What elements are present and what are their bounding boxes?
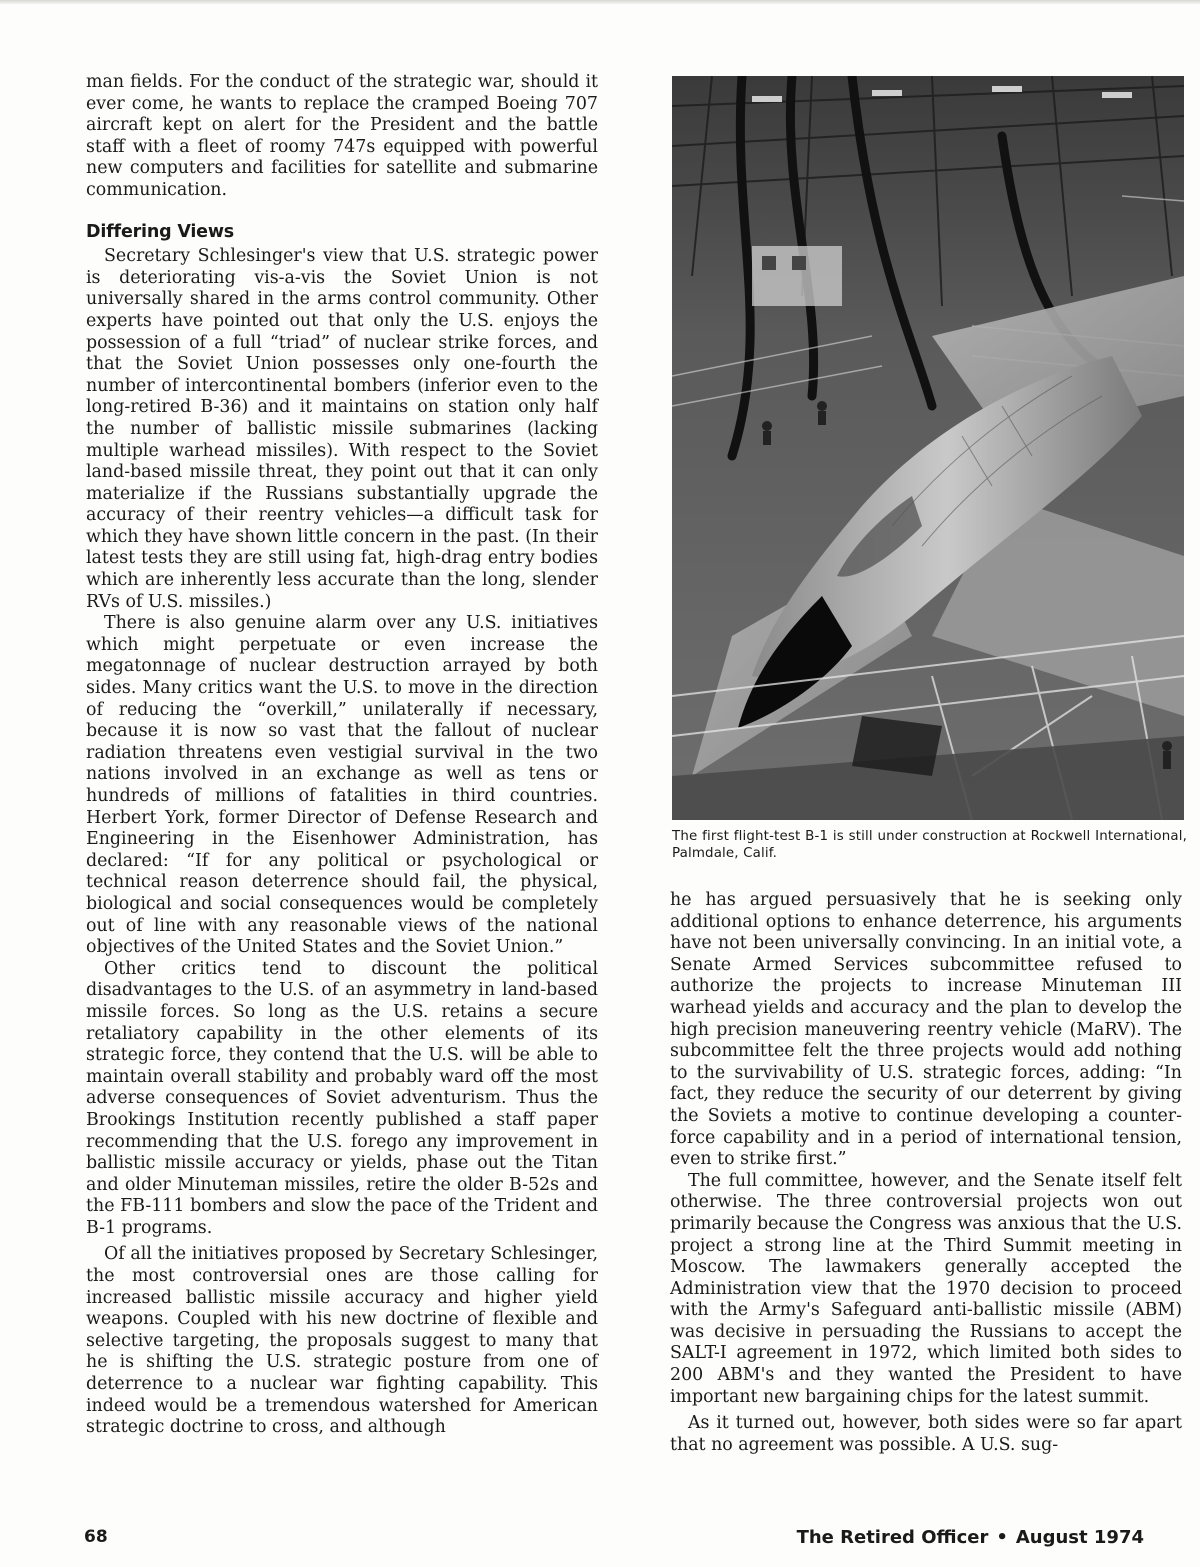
paragraph-continued: man fields. For the conduct of the strategic war, should it ever come, he wants to replace the cramped Boeing 707 aircraft kept on alert for the President and the battle staff with a fleet of roomy 747s equipped with powerful new computers and facilities for satellite and submarine communication. bbox=[86, 72, 598, 200]
right-column bbox=[670, 890, 1182, 1456]
publication-name: The Retired Officer bbox=[796, 1527, 989, 1548]
hangar-photo-illustration bbox=[672, 76, 1184, 820]
publication-footer bbox=[797, 1527, 1144, 1548]
paragraph: Secretary Schlesinger's view that U.S. strategic power is deteriorating vis-a-vis the Soviet Union is not universally shared in the arms control community. Other experts have pointed out that only the U.S. enjoys the possession of a full “triad” of nuclear strike forces, and that the Soviet Union possesses only one-fourth the number of intercontinental bombers (inferior even to the long-retired B-36) and it maintains on station only half the number of ballistic missile submarines (lacking multiple warhead missiles). With respect to the Soviet land-based missile threat, they point out that it can only materialize if the Russians substantially upgrade the accuracy of their reentry vehicles—a difficult task for which they have shown little concern in the past. (In their latest tests they are still using fat, high-drag entry bodies which are inherently less accurate than the long, slender RVs of U.S. missiles.) bbox=[86, 246, 598, 612]
photo-caption: The first flight-test B-1 is still under construction at Rockwell International, Palmdale, Calif. bbox=[672, 829, 1187, 861]
page-number: 68 bbox=[84, 1527, 108, 1547]
paragraph-continued: he has argued persuasively that he is seeking only additional options to enhance deterrence, his arguments have not been universally convincing. In an initial vote, a Senate Armed Services subcommittee refused to authorize the projects to increase Minuteman III warhead yields and accuracy and the plan to develop the high precision maneuvering reentry vehicle (MaRV). The subcommittee felt the three projects would add nothing to the survivability of U.S. strategic forces, adding: “In fact, they reduce the security of our deterrent by giving the Soviets a motive to continue developing a counter-force capability and in a period of international tension, even to strike first.” bbox=[670, 890, 1182, 1170]
section-subhead: Differing Views bbox=[86, 221, 235, 242]
left-column bbox=[86, 72, 598, 1439]
b1-photograph bbox=[672, 76, 1184, 820]
top-edge bbox=[0, 0, 1200, 4]
paragraph: Of all the initiatives proposed by Secretary Schlesinger, the most controversial ones are those calling for increased ballistic missile accuracy and higher yield weapons. Coupled with his new doctrine of flexible and selective targeting, the proposals suggest to many that he is shifting the U.S. strategic posture from one of deterrence to a nuclear war fighting capability. This indeed would be a tremendous watershed for American strategic doctrine to cross, and although bbox=[86, 1244, 598, 1438]
bullet-separator: • bbox=[996, 1527, 1008, 1548]
paragraph: There is also genuine alarm over any U.S. initiatives which might perpetuate or even increase the megatonnage of nuclear destruction arrayed by both sides. Many critics want the U.S. to move in the direction of reducing the “overkill,” unilaterally if necessary, because it is now so vast that the fallout of nuclear radiation threatens even vestigial survival in the two nations involved in an exchange as well as tens or hundreds of millions of fatalities in third countries. Herbert York, former Director of Defense Research and Engineering in the Eisenhower Administration, has declared: “If for any political or psychological or technical reason deterrence should fail, the physical, biological and social consequences would be completely out of line with any reasonable views of the national objectives of the United States and the Soviet Union.” bbox=[86, 613, 598, 958]
paragraph: The full committee, however, and the Senate itself felt otherwise. The three controversial projects won out primarily because the Congress was anxious that the U.S. project a strong line at the Third Summit meeting in Moscow. The lawmakers generally accepted the Administration view that the 1970 decision to proceed with the Army's Safeguard anti-ballistic missile (ABM) was decisive in persuading the Russians to accept the SALT-I agreement in 1972, which limited both sides to 200 ABM's and they wanted the President to have important new bargaining chips for the latest summit. bbox=[670, 1170, 1182, 1407]
paragraph: Other critics tend to discount the political disadvantages to the U.S. of an asymmetry in land-based missile forces. So long as the U.S. retains a secure retaliatory capability in the other elements of its strategic force, they contend that the U.S. will be able to maintain overall stability and probably ward off the most adverse consequences of Soviet adventurism. Thus the Brookings Institution recently published a staff paper recommending that the U.S. forego any improvement in ballistic missile accuracy or yields, phase out the Titan and older Minuteman missiles, retire the older B-52s and the FB-111 bombers and slow the pace of the Trident and B-1 programs. bbox=[86, 958, 598, 1238]
issue-date: August 1974 bbox=[1015, 1527, 1144, 1548]
paragraph: As it turned out, however, both sides were so far apart that no agreement was possible. A U.S. sug- bbox=[670, 1413, 1182, 1455]
